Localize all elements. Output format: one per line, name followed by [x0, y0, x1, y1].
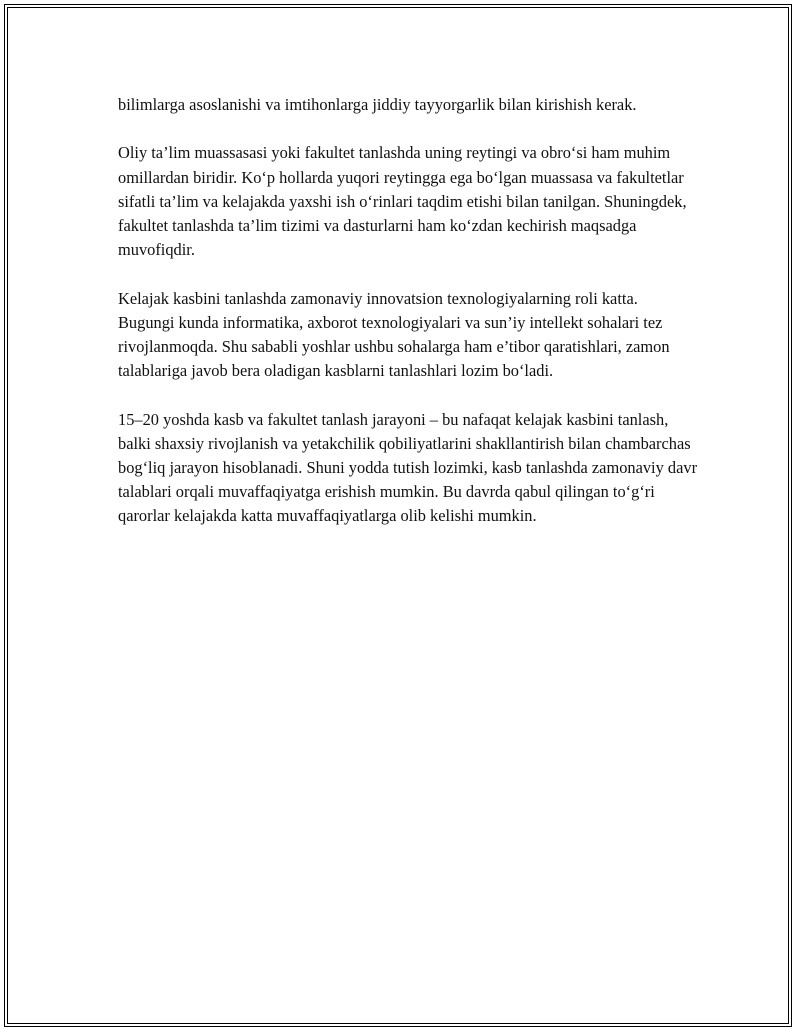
document-body	[118, 93, 698, 553]
paragraph-continuation: bilimlarga asoslanishi va imtihonlarga jiddiy tayyorgarlik bilan kirishish kerak.	[118, 95, 637, 114]
paragraph-university-rating: Oliy ta’lim muassasasi yoki fakultet tanlashda uning reytingi va obro‘si ham muhim omillardan biridir. Ko‘p hollarda yuqori reytingga ega bo‘lgan muassasa va fakultetlar sifatli ta’lim va kelajakda yaxshi ish o‘rinlari taqdim etishi bilan tanilgan. Shuningdek, fakultet tanlashda ta’lim tizimi va dasturlarni ham ko‘zdan kechirish maqsadga muvofiqdir.	[118, 143, 687, 260]
paragraph-career-choice-process: 15–20 yoshda kasb va fakultet tanlash jarayoni – bu nafaqat kelajak kasbini tanlash, balki shaxsiy rivojlanish va yetakchilik qobiliyatlarini shakllantirish bilan chambarchas bog‘liq jarayon hisoblanadi. Shuni yodda tutish lozimki, kasb tanlashda zamonaviy davr talablari orqali muvaffaqiyatga erishish mumkin. Bu davrda qabul qilingan to‘g‘ri qarorlar kelajakda katta muvaffaqiyatlarga olib kelishi mumkin.	[118, 409, 698, 526]
paragraph-innovative-technologies: Kelajak kasbini tanlashda zamonaviy innovatsion texnologiyalarning roli katta. Bugungi kunda informatika, axborot texnologiyalari va sun’iy intellekt sohalari tez rivojlanmoqda. Shu sababli yoshlar ushbu sohalarga ham e’tibor qaratishlari, zamon talablariga javob bera oladigan kasblarni tanlashlari lozim bo‘ladi.	[118, 288, 670, 381]
